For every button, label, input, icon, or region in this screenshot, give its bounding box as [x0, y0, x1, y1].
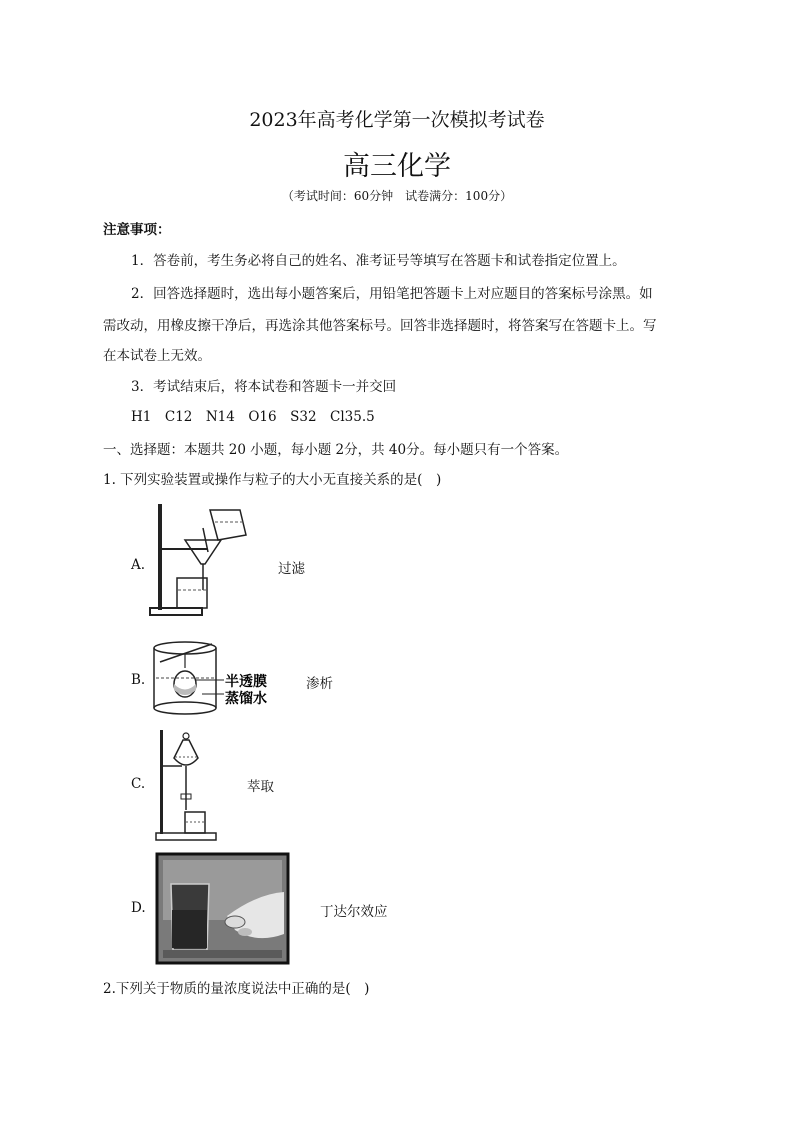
filtration-apparatus-figure	[148, 500, 253, 620]
option-d-letter: D.	[131, 900, 146, 916]
option-b-label: 渗析	[306, 676, 333, 692]
tyndall-effect-photo	[157, 854, 288, 963]
dialysis-apparatus-figure	[152, 640, 282, 720]
note-item-2-line-2: 需改动，用橡皮擦干净后，再选涂其他答案标号。回答非选择题时，将答案写在答题卡上。写	[103, 318, 657, 334]
question-2-stem: 2.下列关于物质的量浓度说法中正确的是( )	[103, 981, 370, 997]
separatory-funnel-figure	[156, 728, 226, 846]
distilled-water-label: 蒸馏水	[225, 691, 267, 707]
subject-title: 高三化学	[343, 151, 451, 182]
option-a-letter: A.	[131, 557, 146, 573]
option-c-letter: C.	[131, 776, 146, 792]
option-a-label: 过滤	[278, 561, 305, 577]
option-b-letter: B.	[131, 672, 146, 688]
question-1-stem: 1. 下列实验装置或操作与粒子的大小无直接关系的是( )	[103, 472, 442, 488]
note-item-2-line-1: 2．回答选择题时，选出每小题答案后，用铅笔把答题卡上对应题目的答案标号涂黑。如	[131, 286, 653, 302]
note-item-3: 3．考试结束后，将本试卷和答题卡一并交回	[131, 379, 397, 395]
notes-heading: 注意事项：	[103, 222, 171, 238]
semipermeable-membrane-label: 半透膜	[225, 674, 267, 690]
note-item-1: 1．答卷前，考生务必将自己的姓名、准考证号等填写在答题卡和试卷指定位置上。	[131, 253, 626, 269]
section-heading: 一、选择题：本题共 20 小题，每小题 2分，共 40分。每小题只有一个答案。	[103, 442, 569, 458]
atomic-masses: H1 C12 N14 O16 S32 Cl35.5	[131, 409, 375, 425]
exam-title: 2023年高考化学第一次模拟考试卷	[249, 109, 545, 131]
option-d-label: 丁达尔效应	[320, 904, 388, 920]
exam-info: （考试时间：60分钟 试卷满分：100分）	[281, 189, 513, 203]
note-item-2-line-3: 在本试卷上无效。	[103, 348, 211, 364]
option-c-label: 萃取	[247, 779, 274, 795]
